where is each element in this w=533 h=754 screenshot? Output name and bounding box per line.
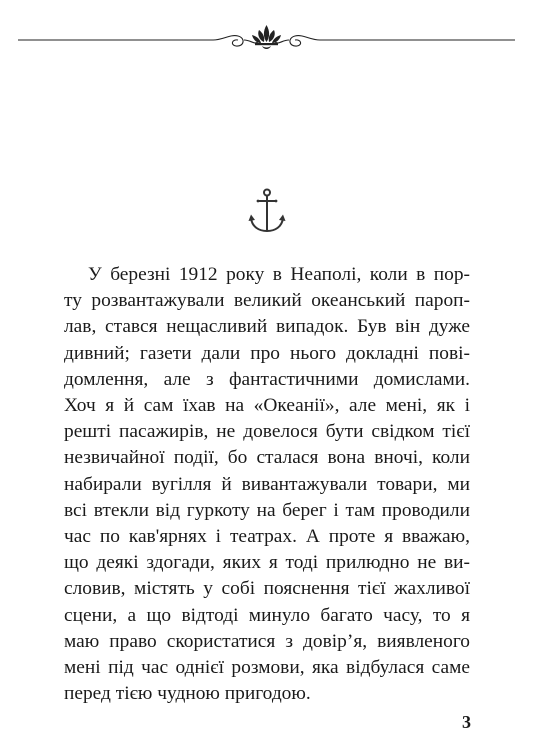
text-line: мені під час однієї розмови, яка відбулася саме — [64, 657, 470, 679]
text-line: маю право скористатися з довір’я, виявленого — [64, 630, 470, 652]
text-line: що деякі здогади, яких я тоді прилюдно не ви- — [64, 552, 470, 574]
text-line: словив, містять у собі пояснення тієї жахливої — [64, 578, 470, 600]
text-line: час по кав'ярнях і театрах. А проте я вважаю, — [64, 526, 470, 548]
text-line: домлення, але з фантастичними домислами. — [64, 368, 470, 390]
text-line: перед тією чудною пригодою. — [64, 683, 311, 705]
text-line: всі втекли від гуркоту на берег і там проводили — [64, 499, 470, 521]
text-line: ту розвантажували великий океанський пароп- — [64, 290, 470, 312]
ornamental-divider-icon — [18, 22, 515, 58]
text-line: У березні 1912 року в Неаполі, коли в пор- — [88, 264, 470, 285]
text-line: сцени, а що відтоді минуло багато часу, то я — [64, 604, 470, 626]
text-line: набирали вугілля й вивантажували товари, ми — [64, 473, 470, 495]
text-line: незвичайної події, бо сталася вона вночі, коли — [64, 447, 470, 469]
body-text — [64, 262, 470, 707]
text-line: решті пасажирів, не довелося бути свідком тієї — [64, 421, 470, 443]
text-line: дивний; газети дали про нього докладні пові- — [64, 342, 470, 364]
anchor-icon — [247, 188, 287, 234]
text-line: лав, стався нещасливий випадок. Був він дуже — [64, 316, 470, 338]
page-number: 3 — [462, 712, 471, 732]
text-line: Хоч я й сам їхав на «Океанії», але мені, як і — [64, 395, 470, 417]
